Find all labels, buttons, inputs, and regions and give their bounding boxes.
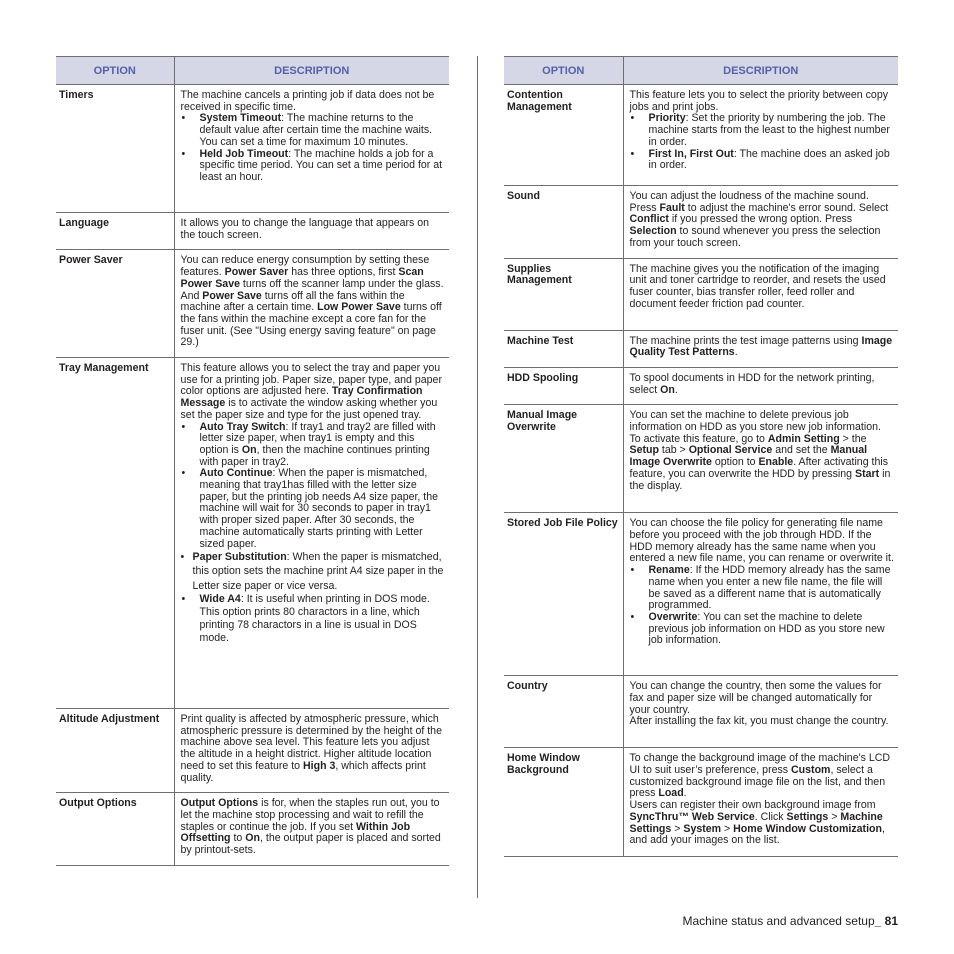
table-row <box>504 258 898 330</box>
desc-text: : When the paper is mismatched, meaning that tray1has filled with the letter size paper, but the printing job needs A4 size paper, the machine will wait for 30 seconds to paper in tray1 with proper sized paper. After 30 seconds, the machine automatically starts printing with Letter sized paper. <box>199 467 439 550</box>
desc-text: You can reduce energy consumption by setting these features. <box>180 254 430 279</box>
option-description <box>174 793 449 866</box>
table-row <box>504 748 898 857</box>
desc-text: , then the machine continues printing with paper in tray2. <box>199 443 430 468</box>
option-name: Power Saver <box>56 250 174 358</box>
table-row <box>56 213 449 250</box>
term: Output Options <box>180 797 259 810</box>
desc-text: to sound whenever you press the selection from your touch screen. <box>629 225 881 249</box>
desc-text: : Set the priority by numbering the job. The machine starts from the least to the highest number in order. <box>648 112 890 148</box>
desc-text: : The machine returns to the default value after certain time the machine waits. You can set a time for maximum 10 minutes. <box>199 112 433 148</box>
term: Settings <box>786 810 829 823</box>
column-divider <box>477 56 478 898</box>
left-options-table <box>56 56 449 866</box>
term: Low Power Save <box>317 301 401 314</box>
option-name: Machine Test <box>504 330 623 367</box>
list-item <box>181 113 446 148</box>
desc-text: turns off the scanner lamp under the glass. And <box>180 277 444 302</box>
desc-text: to <box>230 832 246 845</box>
option-description <box>623 330 898 367</box>
page-footer <box>683 914 899 928</box>
table-row <box>504 405 898 513</box>
header-option: OPTION <box>504 57 623 85</box>
desc-text: to adjust the machine's error sound. Select <box>684 201 889 214</box>
term: Wide A4 <box>199 592 241 605</box>
option-name: Stored Job File Policy <box>504 513 623 676</box>
header-description: DESCRIPTION <box>623 57 898 85</box>
desc-text: . <box>734 346 738 359</box>
option-description: It allows you to change the language that appears on the touch screen. <box>174 213 449 250</box>
desc-text: , the output paper is placed and sorted by printout-sets. <box>180 832 441 857</box>
term: Load <box>658 787 684 800</box>
desc-text: > <box>828 810 841 823</box>
option-name: Supplies Management <box>504 258 623 330</box>
table-row <box>56 709 449 793</box>
list-item <box>181 593 446 645</box>
table-row <box>504 676 898 748</box>
desc-text: tab > <box>658 444 689 457</box>
desc-text: You can set the machine to delete previous job information on HDD as you store new job information. To activate this feature, go to <box>629 409 881 445</box>
option-name: Home Window Background <box>504 748 623 857</box>
option-description <box>623 367 898 404</box>
desc-text: has three options, first <box>288 266 399 279</box>
desc-text: if you pressed the wrong option. Press <box>668 213 853 226</box>
desc-text: and set the <box>772 444 831 457</box>
list-item <box>630 612 895 647</box>
term: Held Job Timeout <box>199 147 289 160</box>
desc-paragraph <box>630 753 895 800</box>
term: On <box>241 443 257 456</box>
term: SyncThru™ Web Service <box>629 810 755 823</box>
desc-text: . <box>683 787 687 800</box>
desc-text: : It is useful when printing in DOS mode. This option prints 80 charactors in a line, which printing 78 charactors in a line is usual in DOS mode. <box>199 592 430 644</box>
term: Power Saver <box>224 266 289 279</box>
term: Within Job Offsetting <box>180 820 411 845</box>
desc-text: : You can set the machine to delete previous job information on HDD as you store new job information. <box>648 610 885 647</box>
desc-text: > <box>671 822 684 835</box>
option-name: Country <box>504 676 623 748</box>
desc-text: > the <box>839 432 867 445</box>
desc-text: : When the paper is mismatched, this option sets the machine print A4 size paper in the Letter size paper or vice versa. <box>192 551 444 592</box>
term: System Timeout <box>199 112 282 125</box>
desc-text: The machine cancels a printing job if data does not be received in specific time. <box>180 89 435 113</box>
term: Scan Power Save <box>180 266 424 290</box>
option-description <box>174 250 449 358</box>
table-row <box>504 513 898 676</box>
desc-text: You can adjust the loudness of the machine sound. Press <box>629 190 869 214</box>
option-description <box>174 85 449 213</box>
term: Power Save <box>202 289 262 302</box>
desc-text: This feature allows you to select the tray and paper you use for a printing job. Paper size, paper type, and paper color options are adjusted here. <box>180 362 442 398</box>
desc-text: Users can register their own background image from <box>629 799 876 812</box>
desc-text: : If tray1 and tray2 are filled with letter size paper, when tray1 is empty and this option is <box>199 420 436 456</box>
option-description <box>623 676 898 748</box>
list-item <box>181 149 446 184</box>
header-option: OPTION <box>56 57 174 85</box>
term: Auto Tray Switch <box>199 420 286 433</box>
term: First In, First Out <box>648 147 734 160</box>
option-name: Output Options <box>56 793 174 866</box>
term: Manual Image Overwrite <box>629 444 868 469</box>
desc-text: . Click <box>754 810 787 823</box>
term: Start <box>855 467 880 480</box>
page-number: _ 81 <box>874 914 898 928</box>
term: System <box>683 822 722 835</box>
desc-text: To change the background image of the machine's LCD UI to suit user’s preference, press <box>629 752 891 777</box>
table-row <box>504 330 898 367</box>
desc-text: turns off all the fans within the machine after a certain time. <box>180 289 405 314</box>
table-row <box>56 358 449 709</box>
term: Image Quality Test Patterns <box>629 334 893 359</box>
desc-text: . <box>674 383 678 396</box>
table-row <box>56 793 449 866</box>
option-name: Contention Management <box>504 85 623 186</box>
table-row <box>56 250 449 358</box>
term: On <box>660 383 675 396</box>
desc-text: You can change the country, then some the values for fax and paper size will be changed automatically for your country. <box>629 680 882 716</box>
term: Enable <box>758 456 794 469</box>
right-options-table <box>504 56 898 857</box>
term: Setup <box>629 444 659 457</box>
desc-text: . After activating this feature, you can overwrite the HDD by pressing <box>629 456 889 480</box>
list-item <box>630 565 895 612</box>
option-name: Manual Image Overwrite <box>504 405 623 513</box>
term: Machine Settings <box>629 810 883 835</box>
term: Home Window Customization <box>733 822 882 835</box>
desc-text: , select a customized background image file on the list, and then press <box>629 764 886 800</box>
term: Priority <box>648 112 686 125</box>
desc-text: : If the HDD memory already has the same name when you enter a new file name, the file will be saved as a different name that is automatically programmed. <box>648 564 891 612</box>
term: Custom <box>791 764 831 777</box>
desc-text: option to <box>711 456 759 469</box>
option-name: Altitude Adjustment <box>56 709 174 793</box>
desc-text: After installing the fax kit, you must change the country. <box>629 715 889 728</box>
desc-text: in the display. <box>629 467 891 492</box>
term: High 3 <box>303 759 336 772</box>
option-name: HDD Spooling <box>504 367 623 404</box>
table-row <box>56 85 449 213</box>
desc-text: is for, when the staples run out, you to let the machine stop processing and wait to refill the staples or continue the job. If you set <box>180 797 440 833</box>
desc-text: : The machine does an asked job in order. <box>648 147 890 172</box>
list-item <box>181 422 446 469</box>
desc-text: , and add your images on the list. <box>629 822 885 847</box>
option-description <box>623 186 898 259</box>
list-item <box>181 468 446 550</box>
option-description <box>623 405 898 513</box>
desc-paragraph <box>630 800 895 847</box>
option-name: Sound <box>504 186 623 259</box>
term: Conflict <box>629 213 669 226</box>
table-row <box>504 186 898 259</box>
desc-text: The machine prints the test image patterns using <box>629 334 862 347</box>
option-description <box>174 709 449 793</box>
desc-text: You can choose the file policy for generating file name before you proceed with the job through HDD. If the HDD memory already has the same name when you entered a new file name, you can rename or overwrite it. <box>629 517 894 565</box>
table-row <box>504 367 898 404</box>
header-description: DESCRIPTION <box>174 57 449 85</box>
term: Selection <box>629 225 677 238</box>
option-name: Timers <box>56 85 174 213</box>
desc-text: > <box>721 822 734 835</box>
term: Tray Confirmation Message <box>180 385 423 410</box>
desc-text: This feature lets you to select the priority between copy jobs and print jobs. <box>629 89 889 113</box>
term: Paper Substitution <box>192 551 287 564</box>
table-row <box>504 85 898 186</box>
option-name: Tray Management <box>56 358 174 709</box>
term: Optional Service <box>688 444 773 457</box>
footer-text: Machine status and advanced setup <box>682 914 875 928</box>
option-name: Language <box>56 213 174 250</box>
option-description <box>623 513 898 676</box>
list-item <box>630 149 895 172</box>
term: Rename <box>648 564 690 577</box>
desc-text: To spool documents in HDD for the network printing, select <box>629 371 875 396</box>
desc-text: turns off the fans within the machine except a core fan for the fuser unit. (See "Using energy saving feature" on page 29.) <box>180 301 442 349</box>
option-description <box>174 358 449 709</box>
option-description <box>623 748 898 857</box>
desc-text: , which affects print quality. <box>180 759 426 784</box>
term: Auto Continue <box>199 467 273 480</box>
desc-text: Print quality is affected by atmospheric pressure, which atmospheric pressure is determined by the height of the machine above sea level. This feature lets you adjust the altitude in a height district. Higher altitude location need to set this feature to <box>180 713 442 772</box>
desc-text: is to activate the window asking whether you set the paper size and type for the just opened tray. <box>180 397 438 421</box>
term: Overwrite <box>648 610 698 623</box>
list-item <box>181 550 446 593</box>
option-description: The machine gives you the notification of the imaging unit and toner cartridge to reorder, and resets the used fuser counter, bias transfer roller, feed roller and document feeder friction pad counter. <box>623 258 898 330</box>
term: Admin Setting <box>767 432 840 445</box>
term: Fault <box>659 201 685 214</box>
option-description <box>623 85 898 186</box>
list-item <box>630 113 895 148</box>
term: On <box>245 832 260 845</box>
desc-text: : The machine holds a job for a specific time period. You can set a time period for at least an hour. <box>199 147 443 183</box>
